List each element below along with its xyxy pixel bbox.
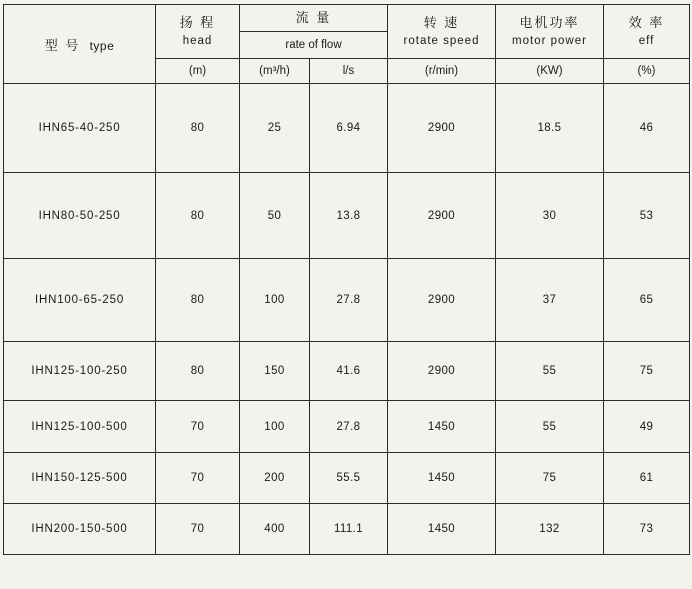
cell-type: IHN150-125-500 [4,453,156,504]
cell-eff: 53 [604,173,690,259]
cell-flow-m3h: 100 [240,259,310,342]
table-row [4,453,690,504]
cell-flow-m3h: 200 [240,453,310,504]
column-unit-power: (KW) [496,59,604,84]
cell-type: IHN125-100-250 [4,342,156,401]
cell-flow-m3h: 150 [240,342,310,401]
column-header-head [156,5,240,59]
cell-eff: 65 [604,259,690,342]
cell-head: 70 [156,453,240,504]
cell-head: 80 [156,342,240,401]
table-row [4,504,690,555]
cell-eff: 75 [604,342,690,401]
cell-type: IHN80-50-250 [4,173,156,259]
column-header-flow-cn: 流 量 [295,10,332,26]
cell-flow-ls: 13.8 [310,173,388,259]
pump-specification-table [3,4,690,555]
cell-power: 55 [496,342,604,401]
cell-flow-ls: 55.5 [310,453,388,504]
cell-flow-ls: 41.6 [310,342,388,401]
cell-power: 132 [496,504,604,555]
cell-power: 37 [496,259,604,342]
column-header-speed-cn: 转 速 [423,15,460,31]
column-header-flow [240,5,388,32]
cell-flow-m3h: 100 [240,401,310,453]
column-header-type-en: type [89,38,115,53]
table-row [4,342,690,401]
column-header-power-cn: 电机功率 [519,15,580,31]
table-row [4,84,690,173]
cell-eff: 46 [604,84,690,173]
cell-head: 80 [156,259,240,342]
column-header-type [4,5,156,84]
column-unit-head: (m) [156,59,240,84]
table-header [4,5,690,84]
cell-head: 80 [156,173,240,259]
cell-power: 18.5 [496,84,604,173]
cell-type: IHN65-40-250 [4,84,156,173]
cell-type: IHN125-100-500 [4,401,156,453]
column-header-eff-cn: 效 率 [628,15,665,31]
cell-speed: 1450 [388,401,496,453]
cell-eff: 49 [604,401,690,453]
column-header-speed-en: rotate speed [403,34,480,47]
column-unit-eff: (%) [604,59,690,84]
column-header-eff-en: eff [638,34,655,47]
table-row [4,259,690,342]
cell-type: IHN100-65-250 [4,259,156,342]
cell-head: 70 [156,401,240,453]
cell-flow-m3h: 50 [240,173,310,259]
column-header-head-en: head [182,34,213,47]
table-body [4,84,690,555]
cell-speed: 2900 [388,173,496,259]
column-header-type-cn: 型 号 [44,37,81,53]
cell-speed: 2900 [388,84,496,173]
column-header-head-cn: 扬 程 [179,15,216,31]
cell-speed: 2900 [388,342,496,401]
column-unit-speed: (r/min) [388,59,496,84]
cell-flow-m3h: 25 [240,84,310,173]
column-header-eff [604,5,690,59]
column-header-power [496,5,604,59]
table-row [4,401,690,453]
cell-head: 80 [156,84,240,173]
cell-type: IHN200-150-500 [4,504,156,555]
cell-eff: 73 [604,504,690,555]
cell-flow-ls: 27.8 [310,401,388,453]
column-header-speed [388,5,496,59]
cell-flow-ls: 27.8 [310,259,388,342]
cell-flow-ls: 111.1 [310,504,388,555]
cell-speed: 2900 [388,259,496,342]
column-header-power-en: motor power [512,34,587,47]
column-unit-flow-ls: l/s [310,59,388,84]
cell-eff: 61 [604,453,690,504]
column-unit-flow-m3h: (m³/h) [240,59,310,84]
header-row-primary [4,5,690,32]
column-header-flow-en: rate of flow [240,32,388,59]
cell-speed: 1450 [388,453,496,504]
cell-flow-ls: 6.94 [310,84,388,173]
cell-power: 30 [496,173,604,259]
cell-head: 70 [156,504,240,555]
cell-power: 55 [496,401,604,453]
cell-speed: 1450 [388,504,496,555]
cell-power: 75 [496,453,604,504]
cell-flow-m3h: 400 [240,504,310,555]
table-row [4,173,690,259]
